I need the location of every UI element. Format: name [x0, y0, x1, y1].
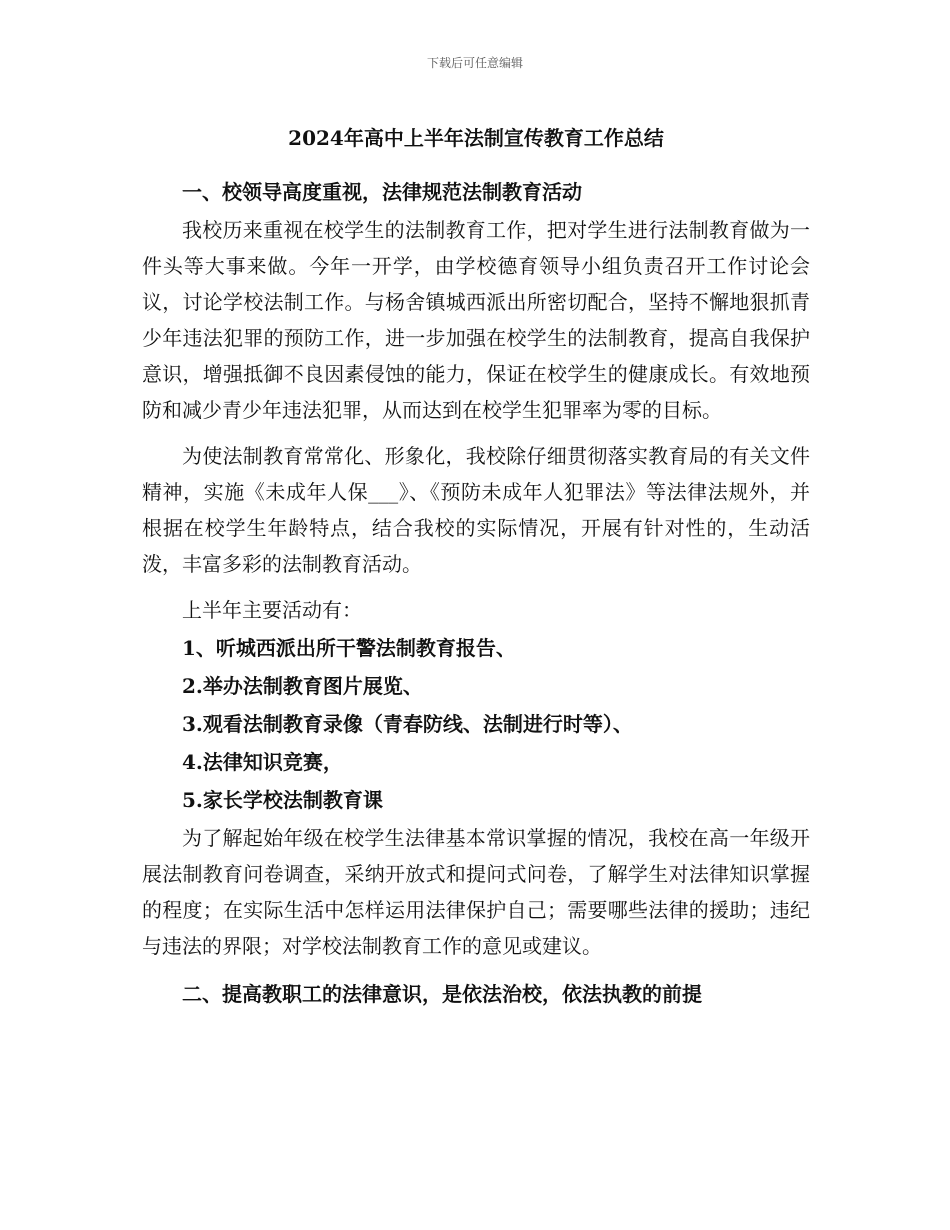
document-body [142, 118, 810, 1014]
activities-intro: 上半年主要活动有： [182, 598, 362, 622]
activity-item: 5.家长学校法制教育课 [182, 788, 383, 812]
section-1-heading: 一、校领导高度重视，法律规范法制教育活动 [182, 180, 582, 204]
document-title: 2024年高中上半年法制宣传教育工作总结 [288, 126, 664, 150]
header-note: 下载后可任意编辑 [426, 56, 523, 70]
section-2-heading: 二、提高教职工的法律意识，是依法治校，依法执教的前提 [182, 982, 702, 1006]
section-1-paragraph-1: 我校历来重视在校学生的法制教育工作，把对学生进行法制教育做为一件头等大事来做。今年一开学，由学校德育领导小组负责召开工作讨论会议，讨论学校法制工作。与杨舍镇城西派出所密切配合，坚持不懈地狠抓青少年违法犯罪的预防工作，进一步加强在校学生的法制教育，提高自我保护意识，增强抵御不良因素侵蚀的能力，保证在校学生的健康成长。有效地预防和减少青少年违法犯罪，从而达到在校学生犯罪率为零的目标。 [142, 218, 810, 422]
activity-item: 2.举办法制教育图片展览、 [182, 674, 423, 698]
activity-item: 3.观看法制教育录像（青春防线、法制进行时等）、 [182, 712, 633, 736]
section-1-paragraph-3: 为了解起始年级在校学生法律基本常识掌握的情况，我校在高一年级开展法制教育问卷调查，采纳开放式和提问式问卷，了解学生对法律知识掌握的程度；在实际生活中怎样运用法律保护自己；需要哪些法律的援助；违纪与违法的界限；对学校法制教育工作的意见或建议。 [142, 826, 810, 958]
activity-item: 4.法律知识竞赛， [182, 750, 343, 774]
activities-list [142, 630, 810, 818]
activity-item: 1、听城西派出所干警法制教育报告、 [182, 636, 516, 660]
section-1-paragraph-2: 为使法制教育常常化、形象化，我校除仔细贯彻落实教育局的有关文件精神，实施《未成年人保___》、《预防未成年人犯罪法》等法律法规外，并根据在校学生年龄特点，结合我校的实际情况，开展有针对性的，生动活泼，丰富多彩的法制教育活动。 [142, 444, 810, 576]
